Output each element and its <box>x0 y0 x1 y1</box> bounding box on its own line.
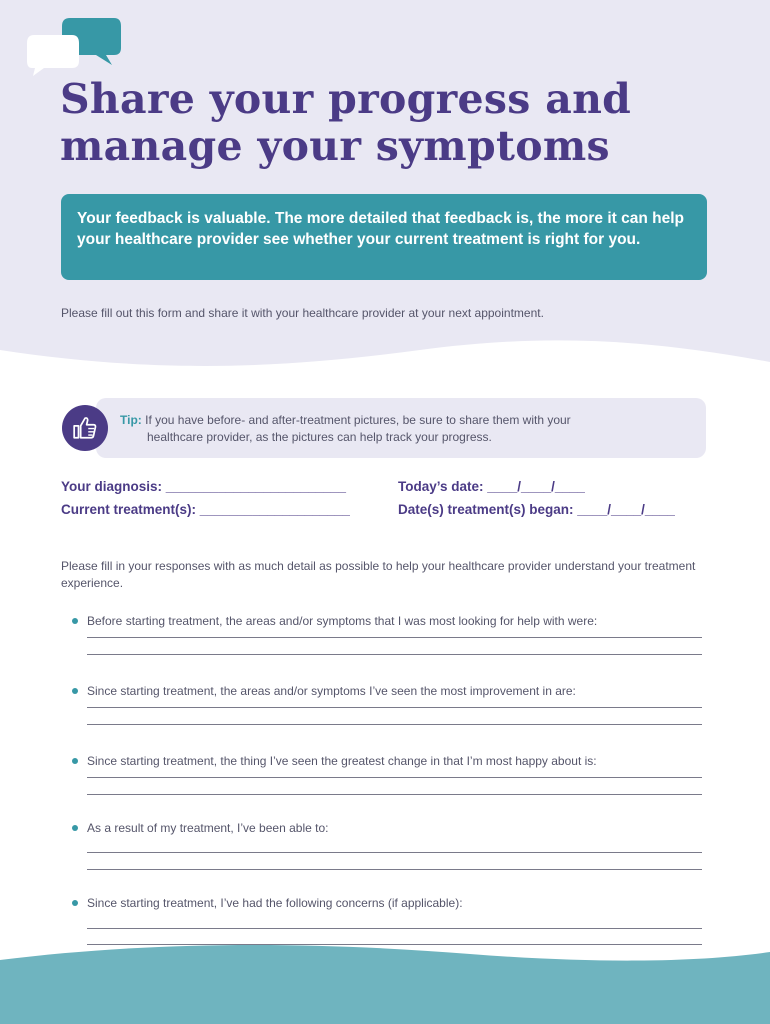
thumbs-up-icon <box>62 405 108 451</box>
question-text: Since starting treatment, I’ve had the following concerns (if applicable): <box>87 896 463 910</box>
question-item <box>72 820 712 870</box>
treatment-began-field[interactable]: Date(s) treatment(s) began: ____/____/____ <box>398 502 675 517</box>
bullet-dot <box>72 618 78 624</box>
thumbs-up-glyph <box>72 415 98 441</box>
current-treatment-field[interactable]: Current treatment(s): ____________________ <box>61 502 350 517</box>
diagnosis-field[interactable]: Your diagnosis: ________________________ <box>61 479 346 494</box>
answer-line[interactable] <box>87 852 702 853</box>
callout-text: Your feedback is valuable. The more detailed that feedback is, the more it can help your healthcare provider see whether your current treatment is right for you. <box>77 210 684 248</box>
feedback-callout <box>61 194 707 280</box>
footer-wave <box>0 940 770 1024</box>
bullet-dot <box>72 688 78 694</box>
answer-line[interactable] <box>87 944 702 945</box>
answer-line[interactable] <box>87 928 702 929</box>
question-item <box>72 613 712 655</box>
answer-line[interactable] <box>87 724 702 725</box>
page-title <box>60 76 740 170</box>
answer-line[interactable] <box>87 794 702 795</box>
instructions-text: Please fill in your responses with as much detail as possible to help your healthcare provider understand your treatment experience. <box>61 559 696 590</box>
bullet-dot <box>72 900 78 906</box>
question-row <box>72 895 712 912</box>
answer-line[interactable] <box>87 777 702 778</box>
todays-date-field[interactable]: Today’s date: ____/____/____ <box>398 479 585 494</box>
title-line-1: Share your progress and <box>60 75 632 123</box>
question-row <box>72 613 712 630</box>
intro-text: Please fill out this form and share it with your healthcare provider at your next appointment. <box>61 306 544 320</box>
tip-label: Tip: <box>120 413 142 427</box>
answer-line[interactable] <box>87 637 702 638</box>
question-row <box>72 820 712 837</box>
question-text: Before starting treatment, the areas and/or symptoms that I was most looking for help with were: <box>87 614 598 628</box>
tip-box <box>96 398 706 458</box>
question-row <box>72 683 712 700</box>
question-item <box>72 895 712 945</box>
answer-line[interactable] <box>87 654 702 655</box>
bullet-dot <box>72 825 78 831</box>
title-line-2: manage your symptoms <box>60 122 610 170</box>
answer-line[interactable] <box>87 707 702 708</box>
question-row <box>72 753 712 770</box>
tip-text-line-2: healthcare provider, as the pictures can help track your progress. <box>147 430 492 444</box>
question-item <box>72 683 712 725</box>
question-text: Since starting treatment, the thing I’ve seen the greatest change in that I’m most happy about is: <box>87 754 597 768</box>
answer-line[interactable] <box>87 869 702 870</box>
tip-text-line-1: If you have before- and after-treatment pictures, be sure to share them with your <box>145 413 571 427</box>
bullet-dot <box>72 758 78 764</box>
speech-bubbles-icon <box>22 14 126 80</box>
question-text: As a result of my treatment, I’ve been able to: <box>87 821 329 835</box>
question-text: Since starting treatment, the areas and/or symptoms I’ve seen the most improvement in are: <box>87 684 576 698</box>
question-item <box>72 753 712 795</box>
